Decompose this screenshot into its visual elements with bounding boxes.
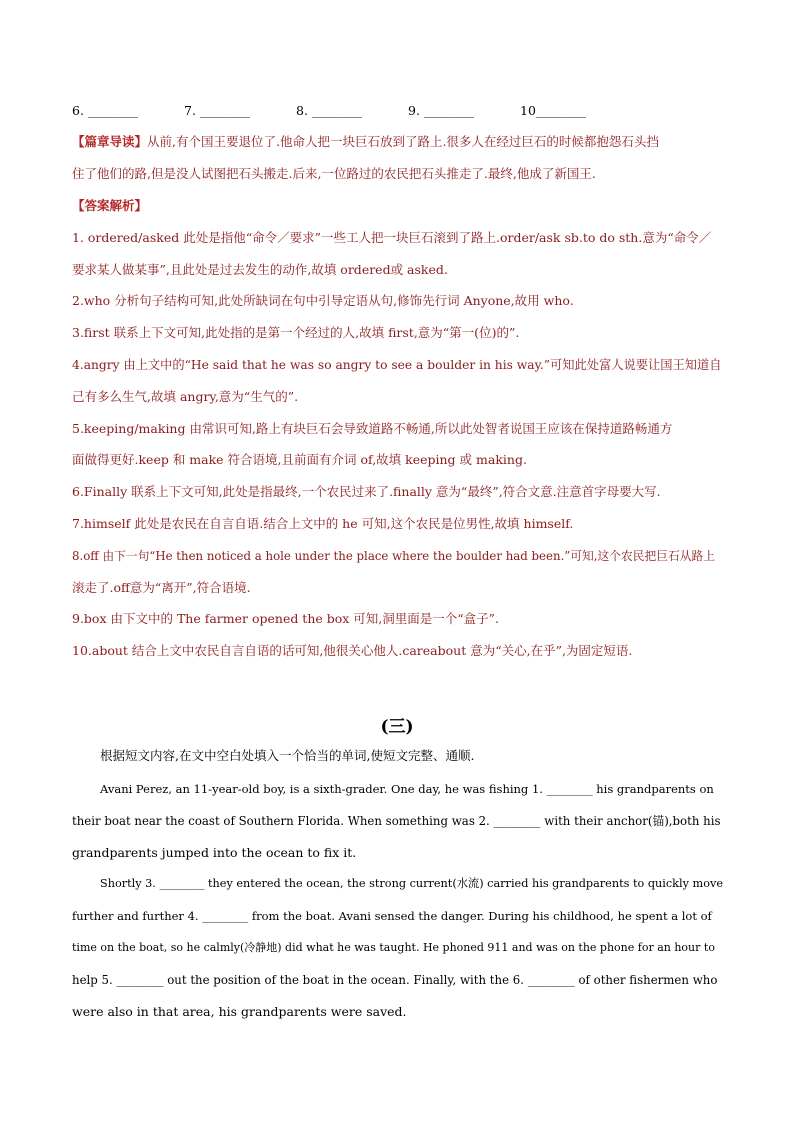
guide-tag: 【篇章导读】 <box>72 134 148 149</box>
instruction: 根据短文内容,在文中空白处填入一个恰当的单词,使短文完整、通顺. <box>100 748 475 763</box>
passage-line: were also in that area, his grandparents were saved. <box>72 1004 407 1019</box>
answer-line: 10.about 结合上文中农民自言自语的话可知,他很关心他人.careabout 意为“关心,在乎”,为固定短语. <box>72 643 633 658</box>
guide-text-1: 从前,有个国王要退位了.他命人把一块巨石放到了路上.很多人在经过巨石的时候都抱怨石头挡 <box>147 134 659 149</box>
answer-line: 6.Finally 联系上下文可知,此处是指最终,一个农民过来了.finally 意为“最终”,符合文意.注意首字母要大写. <box>72 484 661 499</box>
answer-line: 滚走了.off意为“离开”,符合语境. <box>72 580 251 595</box>
guide-line-2: 住了他们的路,但是没人试图把石头搬走.后来,一位路过的农民把石头推走了.最终,他成了新国王. <box>72 166 596 181</box>
answer-line: 2.who 分析句子结构可知,此处所缺词在句中引导定语从句,修饰先行词 Anyone,故用 who. <box>72 293 574 308</box>
passage-line: their boat near the coast of Southern Florida. When something was 2. ________ with their anchor(锚),both his <box>72 814 721 828</box>
answer-line: 面做得更好.keep 和 make 符合语境,且前面有介词 of,故填 keeping 或 making. <box>72 452 527 467</box>
passage-line: help 5. ________ out the position of the boat in the ocean. Finally, with the 6. ________ of other fishermen who <box>72 973 718 987</box>
answers-heading: 【答案解析】 <box>72 198 148 213</box>
answer-line: 8.off 由下一句“He then noticed a hole under the place where the boulder had been.”可知,这个农民把巨石从路上 <box>72 549 716 563</box>
answer-line: 9.box 由下文中的 The farmer opened the box 可知,洞里面是一个“盒子”. <box>72 611 500 626</box>
blank-7: 7. ________ <box>184 103 250 118</box>
answer-line: 3.first 联系上下文可知,此处指的是第一个经过的人,故填 first,意为“第一(位)的”. <box>72 325 520 340</box>
answer-line: 要求某人做某事”,且此处是过去发生的动作,故填 ordered或 asked. <box>72 262 448 277</box>
guide-line-1 <box>72 134 722 150</box>
answer-line: 5.keeping/making 由常识可知,路上有块巨石会导致道路不畅通,所以此处智者说国王应该在保持道路畅通方 <box>72 421 673 436</box>
answer-line: 1. ordered/asked 此处是指他“命令／要求”一些工人把一块巨石滚到了路上.order/ask sb.to do sth.意为“命令／ <box>72 230 712 245</box>
passage-line: further and further 4. ________ from the boat. Avani sensed the danger. During his childhood, he spent a lot of <box>72 909 712 923</box>
answer-line: 7.himself 此处是农民在自言自语.结合上文中的 he 可知,这个农民是位男性,故填 himself. <box>72 516 574 531</box>
answer-line: 4.angry 由上文中的“He said that he was so angry to see a boulder in his way.”可知此处富人说要让国王知道自 <box>72 358 722 372</box>
passage-line: Shortly 3. ________ they entered the ocean, the strong current(水流) carried his grandparents to quickly move <box>100 877 723 890</box>
blank-10: 10________ <box>520 103 586 118</box>
answer-line: 己有多么生气,故填 angry,意为“生气的”. <box>72 389 299 404</box>
passage-line: time on the boat, so he calmly(冷静地) did what he was taught. He phoned 911 and was on the phone for an hour to <box>72 941 715 954</box>
section-title: (三) <box>380 717 414 737</box>
blank-6: 6. ________ <box>72 103 138 118</box>
passage-line: grandparents jumped into the ocean to fix it. <box>72 845 357 860</box>
blank-9: 9. ________ <box>408 103 474 118</box>
passage-line: Avani Perez, an 11-year-old boy, is a sixth-grader. One day, he was fishing 1. ________ his grandparents on <box>100 782 714 796</box>
blank-8: 8. ________ <box>296 103 362 118</box>
